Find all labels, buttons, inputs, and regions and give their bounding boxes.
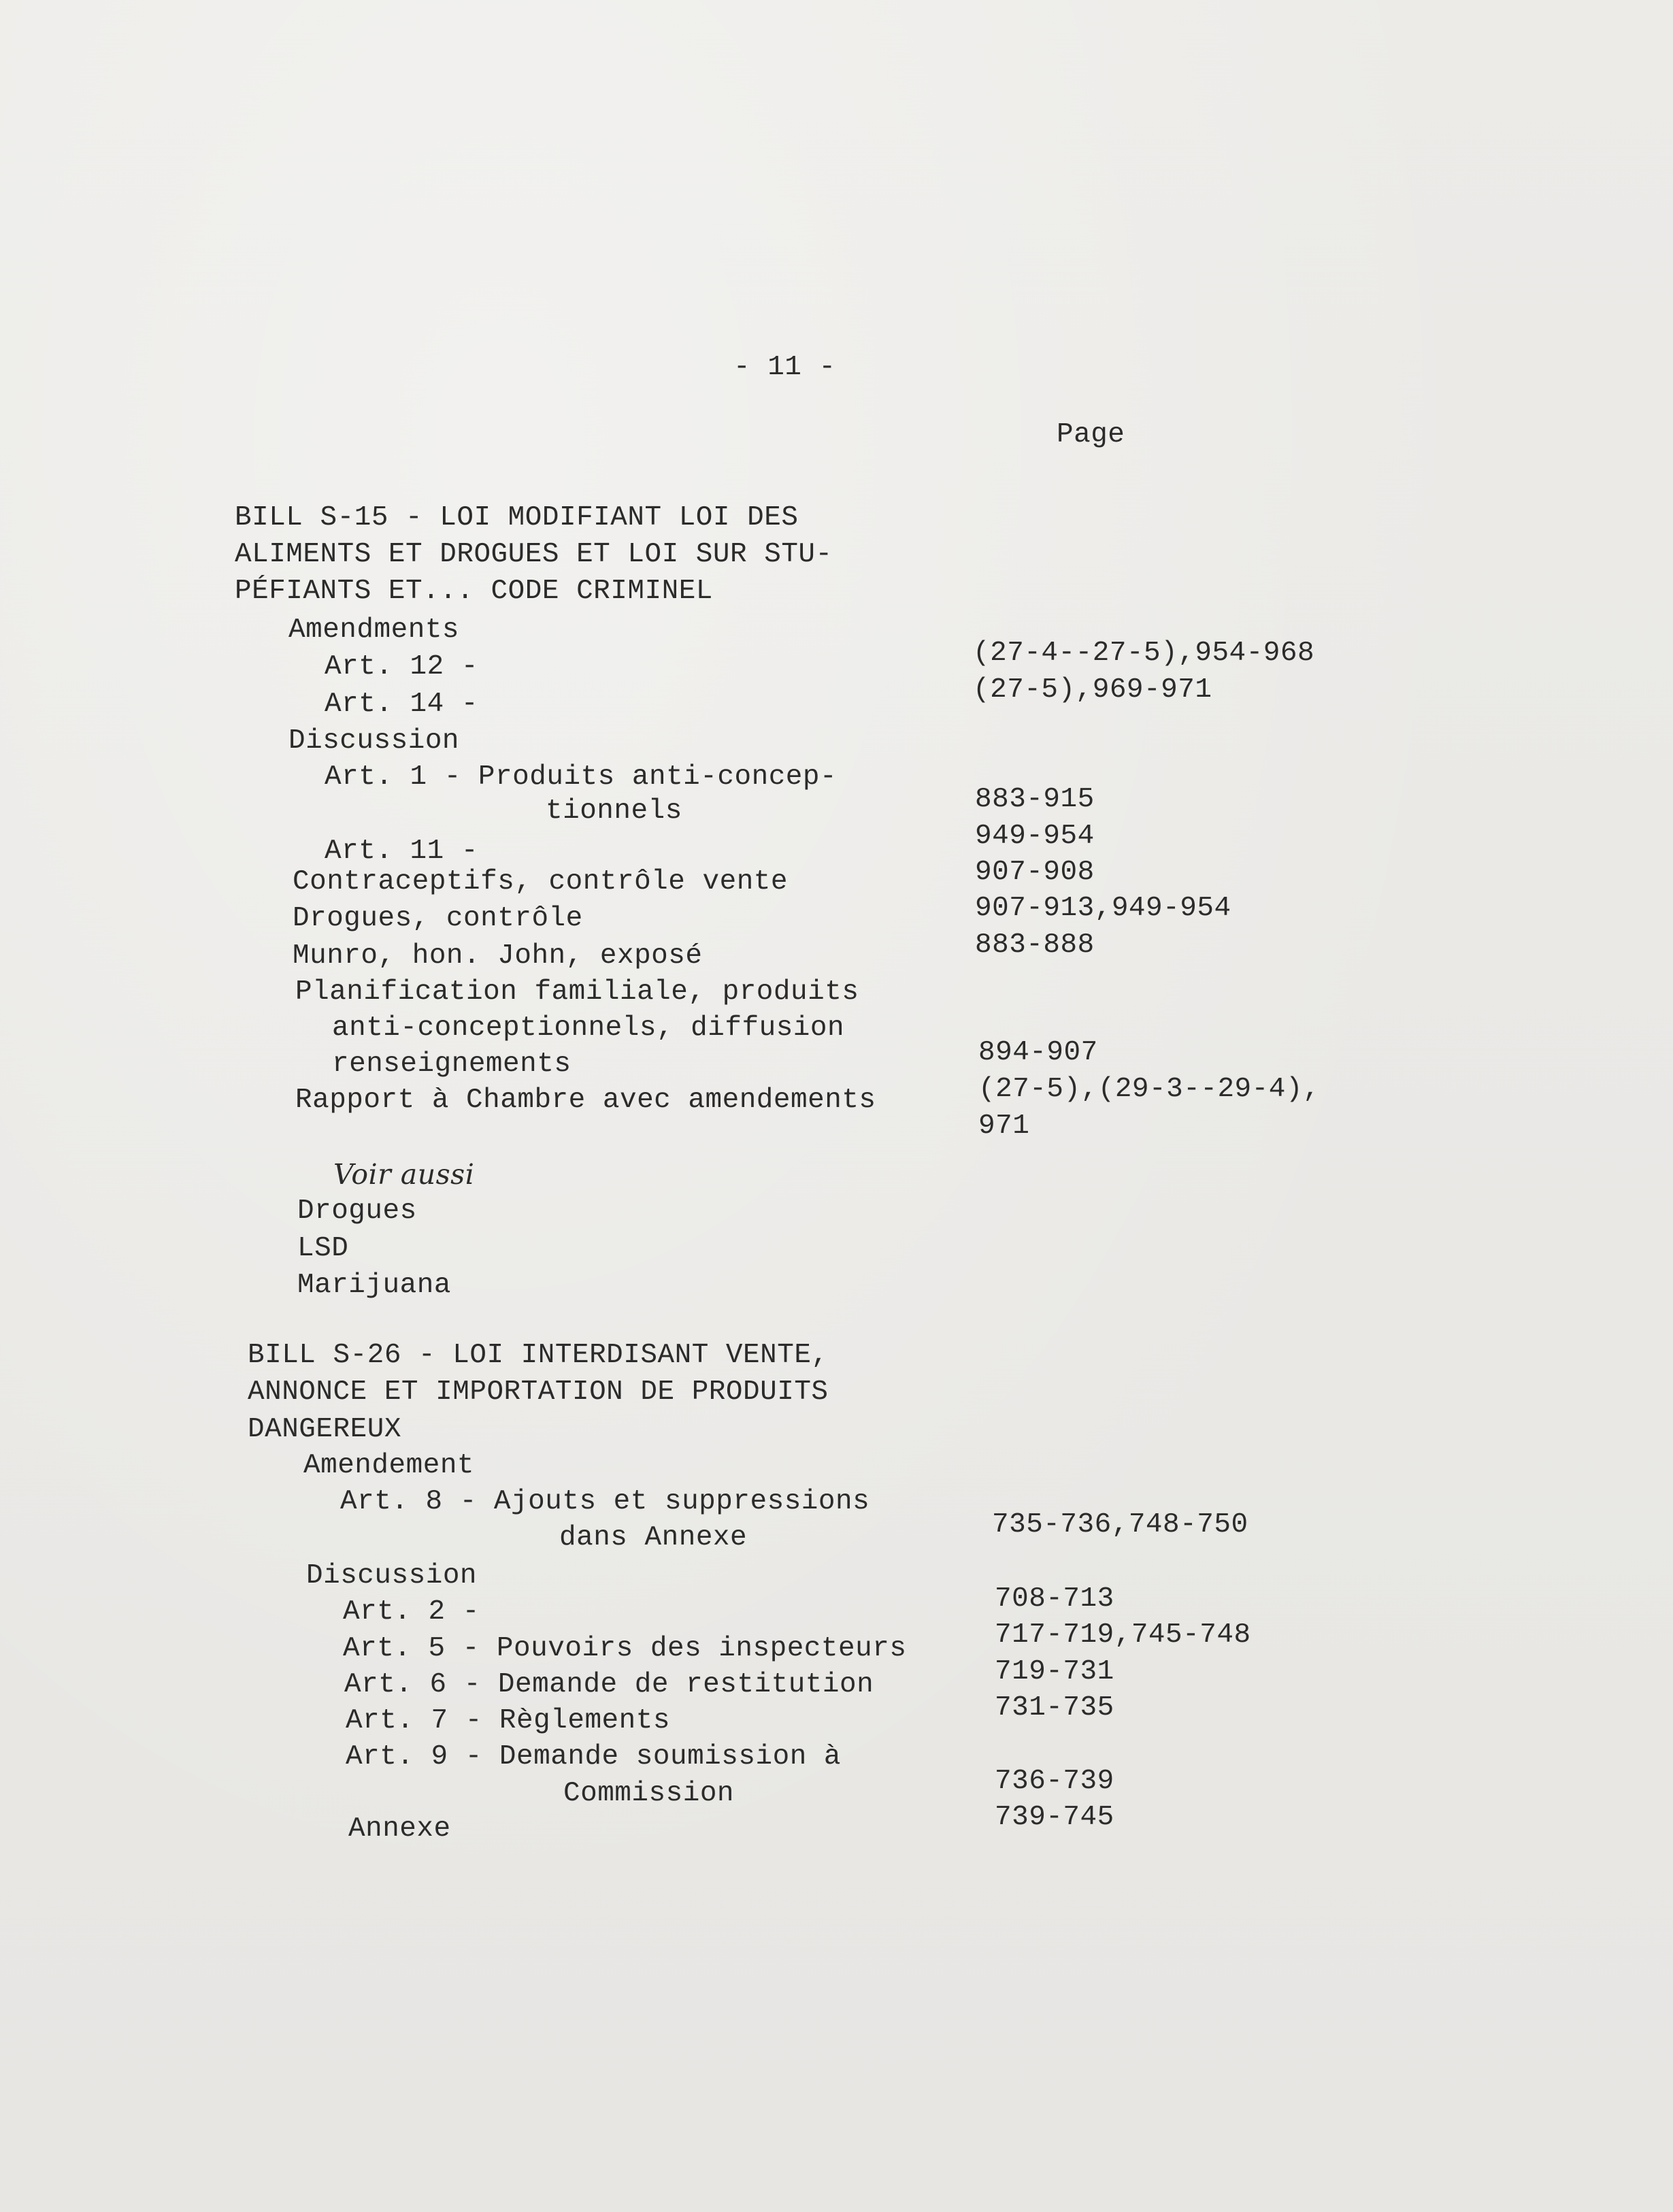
see-also-item: Drogues <box>297 1195 417 1227</box>
art7-entry: Art. 7 - Règlements <box>346 1705 670 1736</box>
art14-pages: (27-5),969-971 <box>973 674 1212 706</box>
amendement-label: Amendement <box>303 1450 475 1481</box>
see-also-item: LSD <box>297 1233 349 1264</box>
bill-s15-title-line-3: PÉFIANTS ET... CODE CRIMINEL <box>235 576 713 607</box>
art5-entry: Art. 5 - Pouvoirs des inspecteurs <box>343 1633 907 1664</box>
art8-entry-line-1: Art. 8 - Ajouts et suppressions <box>340 1486 870 1517</box>
contraceptifs-entry: Contraceptifs, contrôle vente <box>293 866 789 897</box>
art2-pages: 708-713 <box>995 1583 1114 1615</box>
rapport-entry: Rapport à Chambre avec amendements <box>295 1085 876 1116</box>
munro-pages: 883-888 <box>975 929 1095 961</box>
bill-s26-title-line-1: BILL S-26 - LOI INTERDISANT VENTE, <box>248 1340 829 1371</box>
art8-entry-line-2: dans Annexe <box>559 1522 748 1553</box>
annexe-pages: 739-745 <box>995 1802 1114 1833</box>
art11-entry: Art. 11 - <box>325 836 478 867</box>
rapport-pages-line-2: 971 <box>978 1110 1030 1142</box>
art11-pages: 949-954 <box>975 821 1095 852</box>
drogues-controle-entry: Drogues, contrôle <box>293 903 583 934</box>
art9-entry-line-1: Art. 9 - Demande soumission à <box>346 1741 842 1772</box>
bill-s26-title-line-2: ANNONCE ET IMPORTATION DE PRODUITS <box>248 1376 829 1408</box>
annexe-entry: Annexe <box>348 1813 451 1845</box>
page-column-label: Page <box>1057 419 1125 450</box>
discussion-label: Discussion <box>306 1560 478 1591</box>
bill-s15-title-line-2: ALIMENTS ET DROGUES ET LOI SUR STU- <box>235 539 833 570</box>
rapport-pages-line-1: (27-5),(29-3--29-4), <box>978 1074 1321 1105</box>
art1-pages: 883-915 <box>975 784 1095 815</box>
art8-pages: 735-736,748-750 <box>992 1509 1248 1540</box>
art9-pages: 736-739 <box>995 1766 1114 1797</box>
planification-entry-line-2: anti-conceptionnels, diffusion <box>332 1012 845 1044</box>
art6-pages: 719-731 <box>995 1656 1114 1687</box>
page-number: - 11 - <box>733 352 836 383</box>
art2-entry: Art. 2 - <box>343 1596 480 1628</box>
discussion-label: Discussion <box>288 725 460 757</box>
art7-pages: 731-735 <box>995 1692 1114 1723</box>
art9-entry-line-2: Commission <box>563 1778 735 1809</box>
art5-pages: 717-719,745-748 <box>995 1619 1251 1651</box>
voir-aussi-label: Voir aussi <box>333 1158 475 1191</box>
see-also-item: Marijuana <box>297 1270 451 1301</box>
planification-pages: 894-907 <box>978 1037 1098 1068</box>
bill-s15-title-line-1: BILL S-15 - LOI MODIFIANT LOI DES <box>235 502 799 533</box>
art12-pages: (27-4--27-5),954-968 <box>973 638 1315 669</box>
drogues-controle-pages: 907-913,949-954 <box>975 893 1231 924</box>
bill-s26-title-line-3: DANGEREUX <box>248 1414 401 1445</box>
munro-entry: Munro, hon. John, exposé <box>293 940 703 972</box>
contraceptifs-pages: 907-908 <box>975 857 1095 888</box>
art12-entry: Art. 12 - <box>325 651 478 682</box>
planification-entry-line-3: renseignements <box>332 1049 572 1080</box>
art1-entry-line-2: tionnels <box>546 795 682 827</box>
planification-entry-line-1: Planification familiale, produits <box>295 976 859 1008</box>
amendments-label: Amendments <box>288 614 460 646</box>
art6-entry: Art. 6 - Demande de restitution <box>344 1669 874 1700</box>
art1-entry-line-1: Art. 1 - Produits anti-concep- <box>325 761 838 793</box>
art14-entry: Art. 14 - <box>325 689 478 720</box>
